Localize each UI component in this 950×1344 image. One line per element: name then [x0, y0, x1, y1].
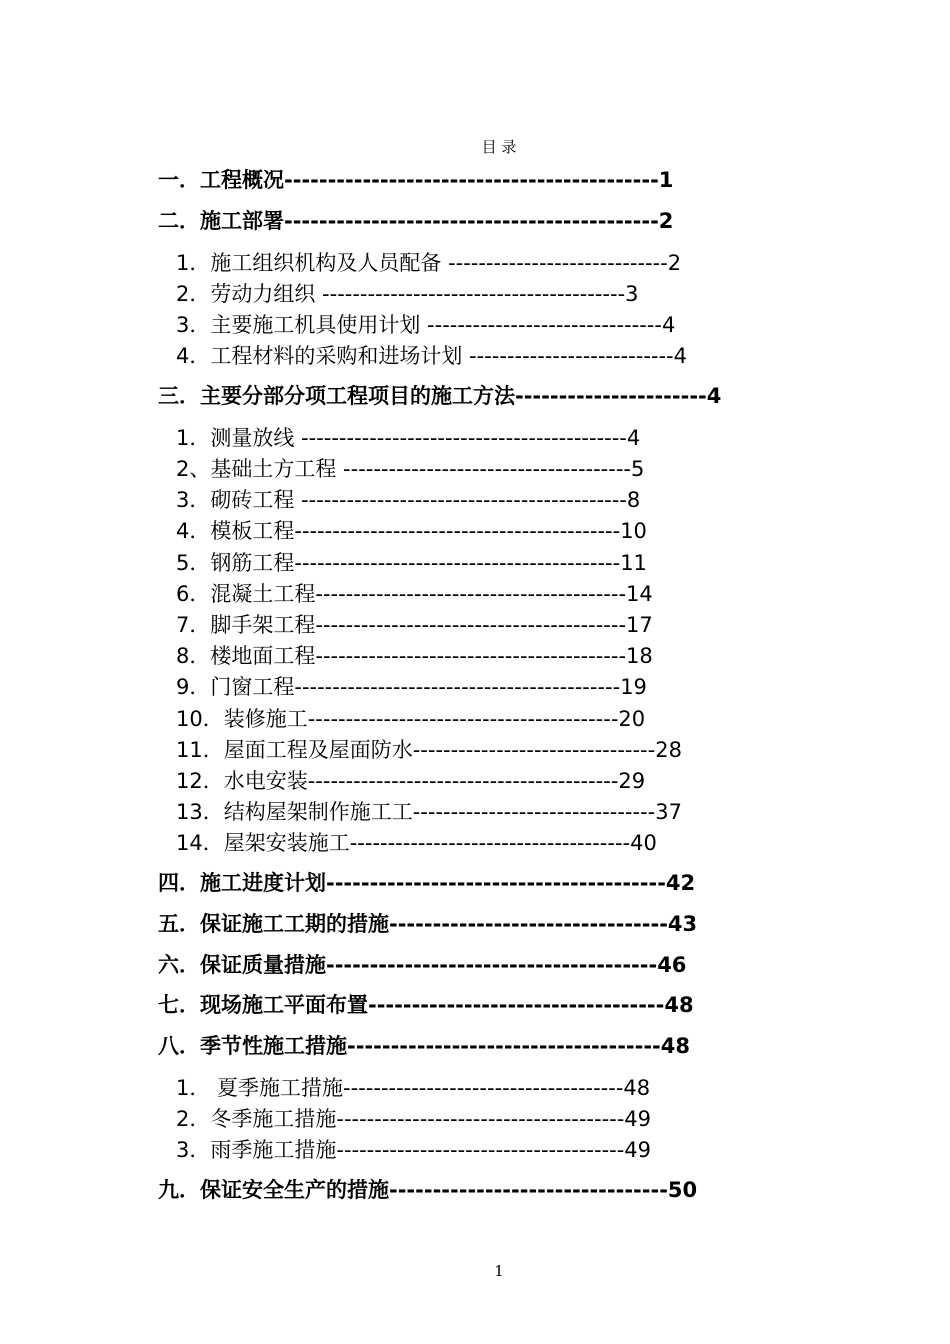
toc-entry-level2: 1．测量放线 -------------------------------------------4 — [176, 426, 641, 450]
toc-entry-level2: 11．屋面工程及屋面防水--------------------------------28 — [176, 738, 682, 762]
toc-entry-level2: 3．主要施工机具使用计划 -------------------------------4 — [176, 313, 676, 337]
toc-entry-level2: 6．混凝土工程-----------------------------------------14 — [176, 582, 653, 606]
toc-entry-level2: 2．劳动力组织 ----------------------------------------3 — [176, 282, 639, 306]
toc-entry-level2: 12．水电安装-----------------------------------------29 — [176, 769, 646, 793]
toc-entry-level1: 一．工程概况-------------------------------------------1 — [158, 168, 674, 192]
toc-entry-level2: 9．门窗工程-------------------------------------------19 — [176, 675, 647, 699]
toc-entry-level2: 2．冬季施工措施--------------------------------------49 — [176, 1107, 652, 1131]
toc-entry-level1: 四．施工进度计划---------------------------------------42 — [158, 871, 696, 895]
toc-entry-level2: 5．钢筋工程-------------------------------------------11 — [176, 551, 647, 575]
toc-entry-level2: 10．装修施工-----------------------------------------20 — [176, 707, 646, 731]
toc-entry-level2: 1． 夏季施工措施-------------------------------------48 — [176, 1076, 651, 1100]
toc-entry-level1: 六．保证质量措施--------------------------------------46 — [158, 953, 687, 977]
toc-entry-level2: 8．楼地面工程-----------------------------------------18 — [176, 644, 653, 668]
toc-entry-level2: 13．结构屋架制作施工工--------------------------------37 — [176, 800, 682, 824]
toc-entry-level1: 三．主要分部分项工程项目的施工方法----------------------4 — [158, 384, 722, 408]
toc-entry-level2: 14．屋架安装施工-------------------------------------40 — [176, 831, 657, 855]
toc-entry-level2: 2、基础土方工程 --------------------------------------5 — [176, 457, 645, 481]
toc-entry-level2: 4．工程材料的采购和进场计划 ---------------------------4 — [176, 344, 687, 368]
toc-entry-level1: 五．保证施工工期的措施--------------------------------43 — [158, 912, 698, 936]
toc-entry-level1: 二．施工部署-------------------------------------------2 — [158, 209, 674, 233]
toc-title: 目 录 — [481, 138, 517, 156]
toc-entry-level2: 4．模板工程-------------------------------------------10 — [176, 519, 647, 543]
toc-entry-level2: 7．脚手架工程-----------------------------------------17 — [176, 613, 653, 637]
toc-entry-level2: 1．施工组织机构及人员配备 -----------------------------2 — [176, 251, 682, 275]
toc-entry-level2: 3．砌砖工程 -------------------------------------------8 — [176, 488, 641, 512]
toc-entry-level1: 九．保证安全生产的措施--------------------------------50 — [158, 1178, 698, 1202]
page-number: 1 — [494, 1262, 504, 1280]
toc-entry-level1: 八．季节性施工措施------------------------------------48 — [158, 1034, 690, 1058]
toc-entry-level1: 七．现场施工平面布置----------------------------------48 — [158, 993, 694, 1017]
toc-entry-level2: 3．雨季施工措施--------------------------------------49 — [176, 1138, 652, 1162]
